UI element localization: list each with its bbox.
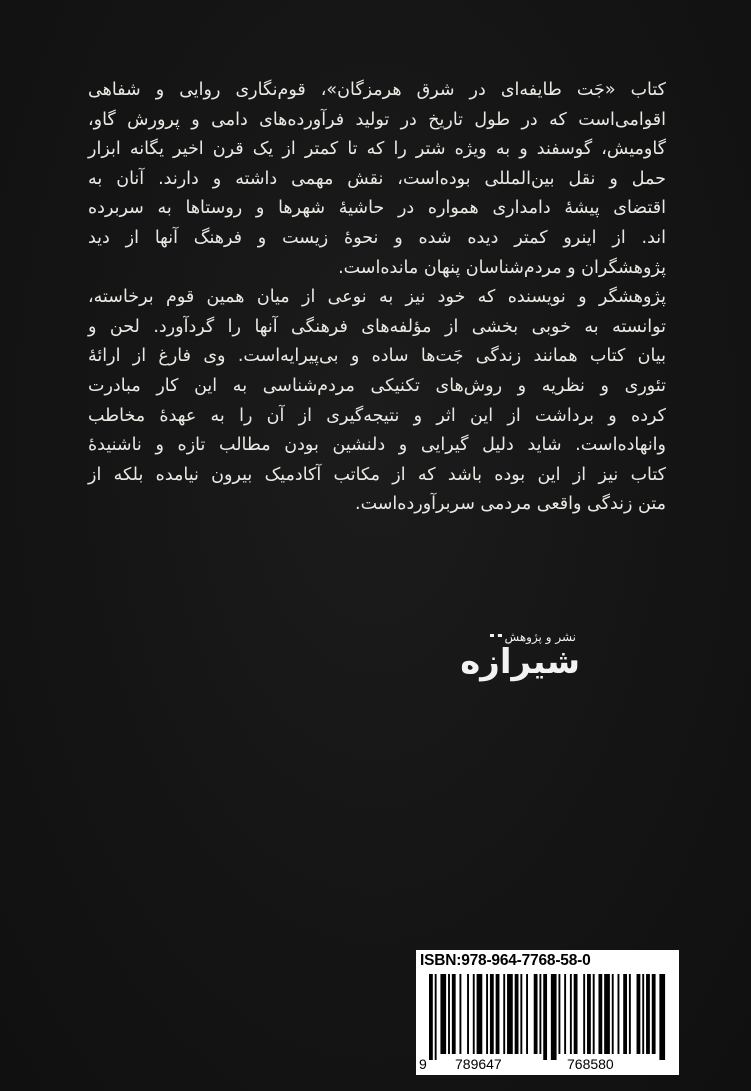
barcode-bar [526, 974, 528, 1054]
barcode-bar [629, 974, 631, 1054]
barcode-digits [416, 1056, 679, 1074]
barcode-lead-digit: 9 [419, 1056, 427, 1072]
publisher-tagline-text: نشر و پژوهش [504, 630, 576, 644]
blurb-line: اند. از اینرو کمتر دیده شده و نحوهٔ زیست و فرهنگ آنها از دید [88, 227, 666, 248]
barcode-bar [583, 974, 585, 1054]
barcode-bar [551, 974, 557, 1060]
blurb-line: کرده و برداشت از این اثر و نتیجه‌گیری از آن را به عهدهٔ مخاطب [88, 405, 666, 426]
barcode-bar [564, 974, 566, 1054]
barcode-bar [612, 974, 614, 1054]
blurb-line: متن زندگی واقعی مردمی سربرآورده‌است. [355, 494, 666, 515]
blurb-line: توانسته به خوبی بخشی از مؤلفه‌های فرهنگی آنها را گردآورد. لحن و [88, 316, 666, 337]
blurb-line: تئوری و نظریه و روش‌های تکنیکی مردم‌شناسی به این کار مبادرت [88, 375, 666, 396]
barcode-bar [477, 974, 483, 1054]
barcode-bar [459, 974, 461, 1054]
blurb-paragraph-2 [88, 283, 666, 520]
barcode-bar [520, 974, 522, 1054]
barcode-bar [593, 974, 595, 1054]
blurb-line: گاومیش، گوسفند و به ویژه شتر را که تا کمتر از یک قرن اخیر یگانه ابزار [88, 139, 666, 160]
barcode-bar [587, 974, 591, 1054]
blurb-line: وانهاده‌است. شاید دلیل گیرایی و دلنشین بودن مطالب تازه و ناشنیدهٔ [88, 435, 666, 456]
blurb-text [88, 76, 666, 520]
barcode-bar [558, 974, 560, 1054]
barcode-bar [490, 974, 494, 1054]
barcode-bar [574, 974, 578, 1054]
blurb-line: کتاب «جَت طایفه‌ای در شرق هرمزگان»، قوم‌نگاری روایی و شفاهی [88, 80, 666, 100]
barcode-bar [467, 974, 469, 1054]
blurb-line: حمل و نقل بین‌المللی بوده‌است، نقش مهمی داشته و دارند. آنان به [88, 168, 666, 189]
barcode-bar [448, 974, 450, 1054]
barcode-bar [652, 974, 656, 1054]
barcode-bar [539, 974, 541, 1054]
barcode-bar [507, 974, 513, 1054]
barcode-bar [646, 974, 650, 1054]
barcode-bar [429, 974, 433, 1060]
barcode-bar [618, 974, 620, 1054]
barcode-bar [659, 974, 665, 1060]
publisher-logo [408, 630, 580, 686]
barcode-bar [604, 974, 610, 1054]
blurb-line: اقوامی‌است که در طول تاریخ در تولید فرآورده‌های دامی و پرورش گاو، [88, 109, 666, 130]
barcode-bar [515, 974, 519, 1054]
barcode-bars-icon [429, 974, 667, 1060]
blurb-line: پژوهشگر و نویسنده که خود نیز به نوعی از میان همین قوم برخاسته، [88, 287, 666, 308]
barcode-bar [440, 974, 446, 1054]
barcode-bar [543, 974, 547, 1060]
barcode-bar [534, 974, 538, 1054]
barcode-bar [435, 974, 437, 1060]
barcode-digit-group-1: 789647 [455, 1056, 502, 1072]
barcode-bar [496, 974, 500, 1054]
barcode-bar [570, 974, 572, 1054]
barcode-bar [486, 974, 488, 1054]
isbn-label: ISBN:978-964-7768-58-0 [420, 952, 591, 969]
blurb-line: بیان کتاب همانند زندگی جَت‌ها ساده و بی‌پیرایه‌است. وی فارغ از ارائهٔ [88, 346, 666, 367]
barcode-digit-group-2: 768580 [567, 1056, 614, 1072]
blurb-line: کتاب نیز از این بوده باشد که از مکاتب آکادمیک بیرون نیامده بلکه از [88, 464, 666, 485]
barcode-bar [598, 974, 602, 1054]
barcode-bar [637, 974, 641, 1054]
publisher-name: شیرازه [460, 642, 580, 682]
barcode-bar [503, 974, 505, 1054]
logo-dots-icon [490, 634, 502, 641]
blurb-line: پژوهشگران و مردم‌شناسان پنهان مانده‌است. [338, 257, 666, 278]
blurb-line: اقتضای پیشهٔ دامداری همواره در حاشیهٔ شهرها و روستاها به سربرده [88, 198, 666, 219]
barcode-bar [642, 974, 644, 1054]
blurb-paragraph-1 [88, 76, 666, 283]
barcode-bar [452, 974, 456, 1054]
isbn-barcode [416, 950, 679, 1075]
barcode-bar [623, 974, 627, 1054]
barcode-bar [473, 974, 475, 1054]
